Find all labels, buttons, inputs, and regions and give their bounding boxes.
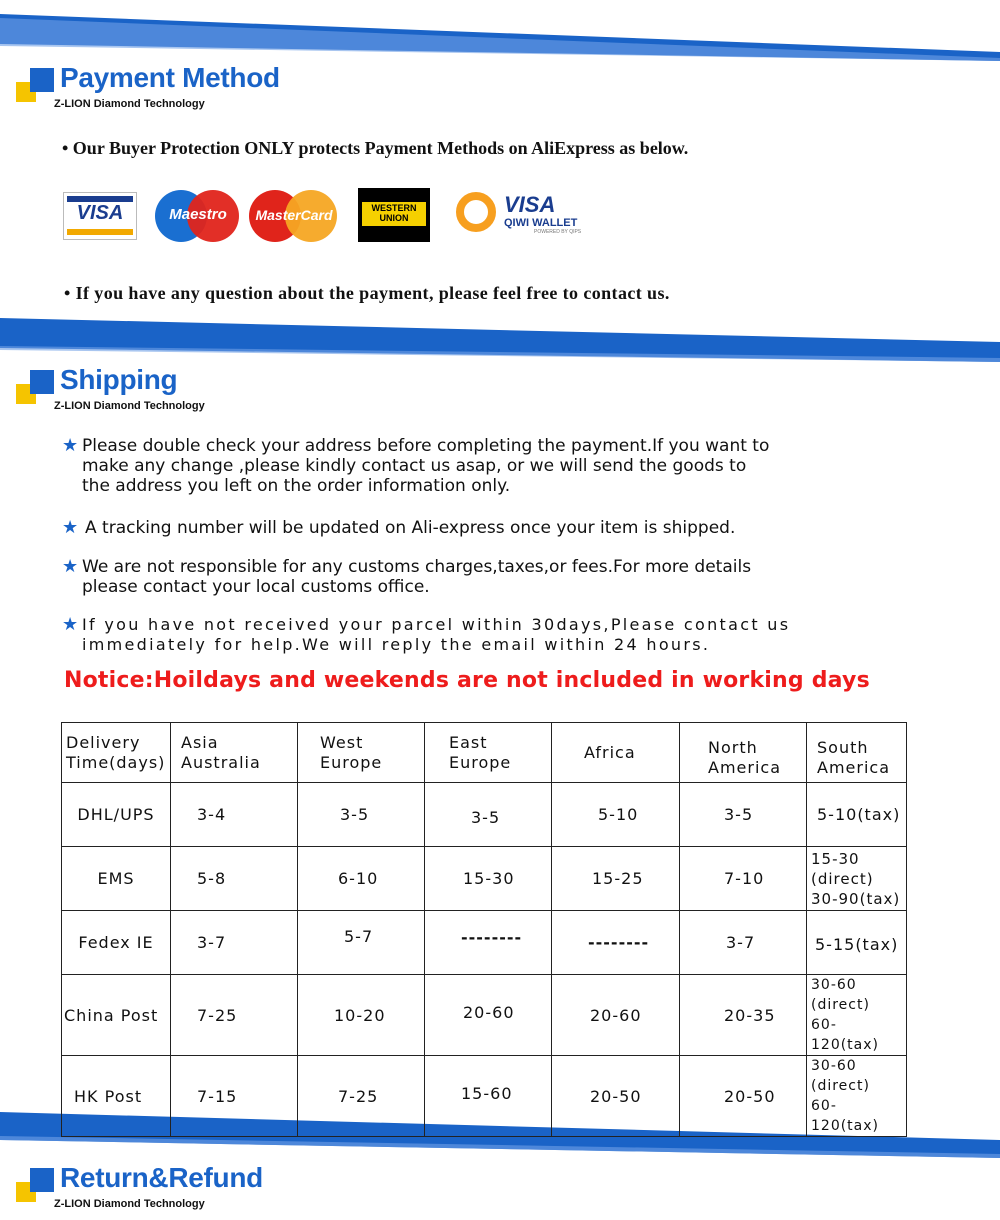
carrier-cell: HK Post	[62, 1056, 171, 1137]
south-line: (direct)	[811, 869, 874, 888]
western-union-label-1: WESTERN	[371, 203, 417, 213]
carrier-cell: DHL/UPS	[62, 783, 171, 847]
days-cell: 15-60	[425, 1056, 552, 1137]
star-icon: ★	[62, 517, 79, 538]
header-west-europe	[298, 723, 425, 783]
days-cell: 3-4	[171, 783, 298, 847]
header-asia-australia	[171, 723, 298, 783]
header-south-america	[807, 723, 907, 783]
note-line: make any change ,please kindly contact us asap, or we will send the goods to	[82, 456, 747, 476]
days-cell: 20-60	[425, 975, 552, 1056]
south-america-cell	[807, 975, 907, 1056]
maestro-card-label: Maestro	[169, 206, 227, 223]
qiwi-visa-wallet-icon	[454, 190, 594, 242]
note-line: the address you left on the order information only.	[82, 476, 511, 496]
note-line: We are not responsible for any customs charges,taxes,or fees.For more details	[82, 557, 752, 577]
brand-square-logo-icon	[16, 370, 56, 404]
south-line: 30-60	[811, 977, 857, 993]
payment-title: Payment Method	[60, 62, 280, 93]
refund-subtitle: Z-LION Diamond Technology	[54, 1198, 205, 1210]
header-line: Europe	[449, 752, 512, 772]
days-cell: 20-60	[552, 975, 680, 1056]
south-line: 30-90(tax)	[811, 889, 901, 908]
header-line: Time(days)	[66, 752, 166, 772]
south-line: 60-120(tax)	[811, 1098, 879, 1134]
western-union-card-icon	[358, 188, 430, 242]
days-cell: 5-8	[171, 847, 298, 911]
days-cell: --------	[552, 911, 680, 975]
header-line: Africa	[584, 743, 636, 762]
days-cell: 3-5	[680, 783, 807, 847]
note-line: If you have not received your parcel within 30days,Please contact us	[82, 615, 791, 634]
south-america-cell	[807, 847, 907, 911]
brand-square-logo-icon	[16, 1168, 56, 1202]
table-row	[62, 847, 907, 911]
days-cell: 20-50	[552, 1056, 680, 1137]
carrier-cell: China Post	[62, 975, 171, 1056]
shipping-title: Shipping	[60, 364, 178, 395]
days-cell: 7-15	[171, 1056, 298, 1137]
south-america-cell: 5-15(tax)	[807, 911, 907, 975]
visa-card-label: VISA	[76, 202, 124, 224]
days-cell: 20-50	[680, 1056, 807, 1137]
days-cell: 7-25	[171, 975, 298, 1056]
south-america-cell: 5-10(tax)	[807, 783, 907, 847]
header-line: West	[320, 732, 364, 752]
payment-subtitle: Z-LION Diamond Technology	[54, 98, 205, 110]
table-row	[62, 783, 907, 847]
header-line: Asia	[181, 732, 219, 752]
header-line: South	[817, 737, 869, 757]
star-icon: ★	[62, 435, 79, 456]
header-north-america	[680, 723, 807, 783]
qiwi-wallet-label: QIWI WALLET	[504, 217, 578, 229]
header-line: East	[449, 732, 488, 752]
south-line: 60-120(tax)	[811, 1017, 879, 1053]
mastercard-card-icon	[249, 190, 339, 242]
header-line: North	[708, 737, 758, 757]
middle-blue-stripe	[0, 318, 1000, 368]
star-icon: ★	[62, 556, 79, 577]
table-row	[62, 975, 907, 1056]
header-line: Delivery	[66, 732, 141, 752]
header-africa	[552, 723, 680, 783]
payment-contact-line: • If you have any question about the payment, please feel free to contact us.	[64, 283, 670, 303]
days-cell: 10-20	[298, 975, 425, 1056]
header-east-europe	[425, 723, 552, 783]
table-header-row	[62, 723, 907, 783]
days-cell: 3-5	[298, 783, 425, 847]
maestro-card-icon	[155, 190, 241, 242]
days-cell: 20-35	[680, 975, 807, 1056]
days-cell: 15-25	[552, 847, 680, 911]
visa-card-icon	[63, 192, 137, 240]
mastercard-card-label: MasterCard	[255, 207, 333, 223]
days-cell: 7-10	[680, 847, 807, 911]
qiwi-visa-label: VISA	[504, 192, 556, 217]
carrier-cell: Fedex IE	[62, 911, 171, 975]
working-days-notice: Notice:Hoildays and weekends are not included in working days	[64, 668, 870, 693]
days-cell: 3-5	[425, 783, 552, 847]
buyer-protection-line: • Our Buyer Protection ONLY protects Payment Methods on AliExpress as below.	[62, 138, 689, 158]
days-cell: 6-10	[298, 847, 425, 911]
note-line: immediately for help.We will reply the email within 24 hours.	[82, 635, 711, 654]
note-line: please contact your local customs office.	[82, 577, 430, 597]
days-cell: 3-7	[680, 911, 807, 975]
star-icon: ★	[62, 614, 79, 635]
days-cell: 7-25	[298, 1056, 425, 1137]
note-line: Please double check your address before completing the payment.If you want to	[82, 436, 770, 456]
payment-card-logos	[60, 178, 620, 258]
header-line: Europe	[320, 752, 383, 772]
qiwi-powered-label: POWERED BY QIPS	[534, 229, 582, 235]
brand-square-logo-icon	[16, 68, 56, 102]
days-cell: 5-7	[298, 911, 425, 975]
days-cell: 15-30	[425, 847, 552, 911]
shipping-time-table	[61, 722, 907, 1137]
header-line: Australia	[181, 752, 261, 772]
note-line: A tracking number will be updated on Ali-express once your item is shipped.	[85, 518, 736, 538]
shipping-subtitle: Z-LION Diamond Technology	[54, 400, 205, 412]
table-row	[62, 911, 907, 975]
days-cell: 3-7	[171, 911, 298, 975]
header-line: America	[817, 757, 890, 777]
days-cell: --------	[425, 911, 552, 975]
south-america-cell	[807, 1056, 907, 1137]
western-union-label-2: UNION	[379, 213, 409, 223]
south-line: (direct)	[811, 1078, 870, 1094]
south-line: (direct)	[811, 997, 870, 1013]
south-line: 30-60	[811, 1058, 857, 1074]
top-blue-stripe	[0, 14, 1000, 64]
table-row	[62, 1056, 907, 1137]
refund-title: Return&Refund	[60, 1162, 263, 1193]
header-delivery-time	[62, 723, 171, 783]
header-line: America	[708, 757, 781, 777]
south-line: 15-30	[811, 849, 860, 868]
carrier-cell: EMS	[62, 847, 171, 911]
days-cell: 5-10	[552, 783, 680, 847]
